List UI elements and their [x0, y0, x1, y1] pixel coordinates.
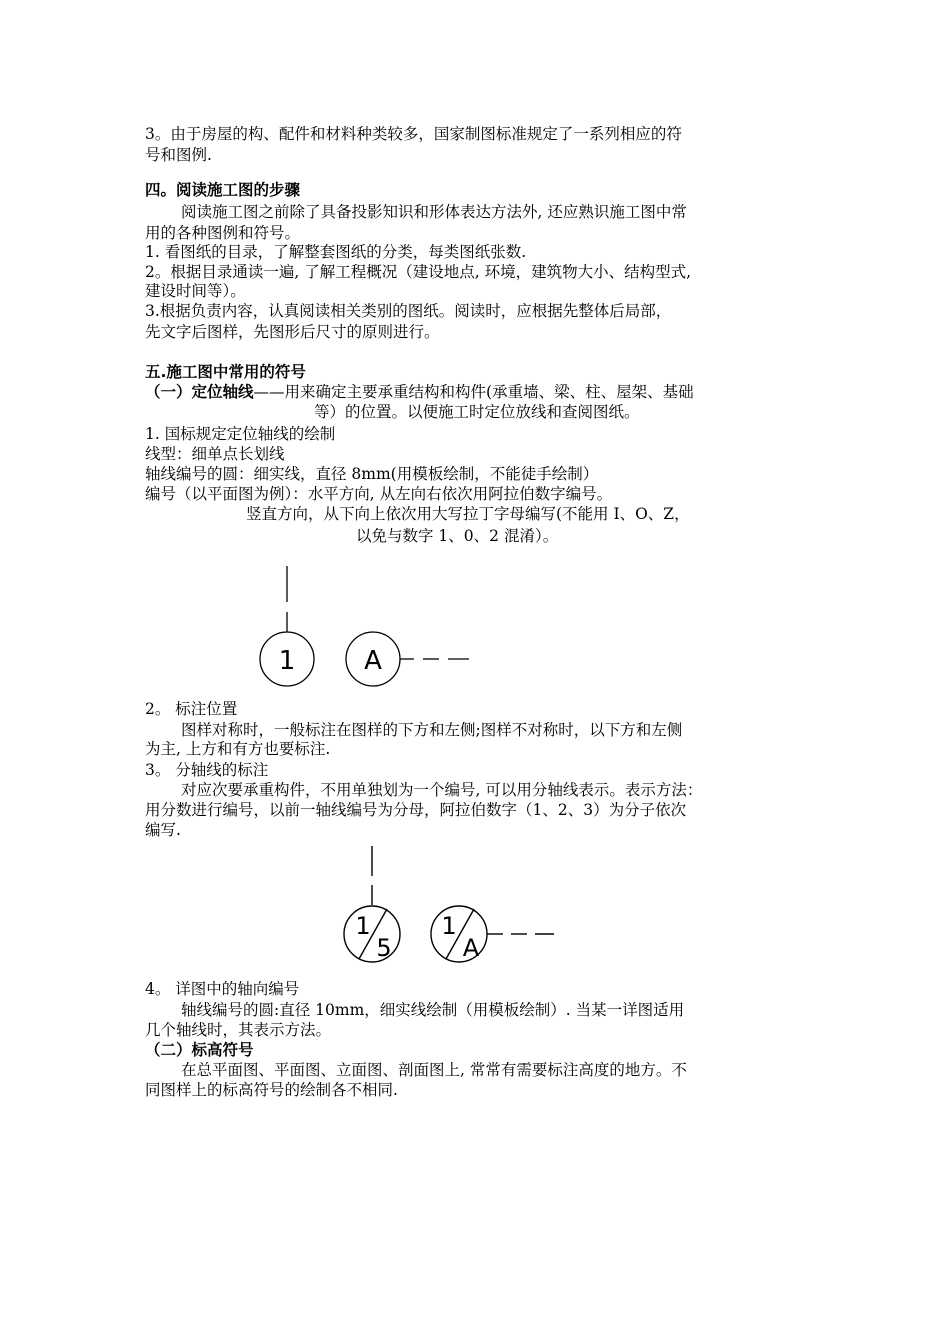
- item-3-title: 3。 分轴线的标注: [145, 761, 269, 779]
- section-4-step1: 1. 看图纸的目录，了解整套图纸的分类，每类图纸张数.: [145, 243, 527, 261]
- section-4-step2-line2: 建设时间等）。: [145, 282, 246, 300]
- paragraph-3-line2: 号和图例.: [145, 146, 212, 164]
- paragraph-3-line1: 3。由于房屋的构、配件和材料种类较多，国家制图标准规定了一系列相应的符: [145, 125, 682, 143]
- item-1-linetype: 线型：细单点长划线: [145, 445, 285, 463]
- item-4-line2: 几个轴线时，其表示方法。: [145, 1021, 332, 1039]
- item-1-vertical: 竖直方向，从下向上依次用大写拉丁字母编写(不能用 I、O、Z，: [246, 505, 690, 523]
- section-4-step3-line2: 先文字后图样，先图形后尺寸的原则进行。: [145, 323, 440, 341]
- subsection-1-line1: [145, 382, 694, 402]
- section-4-step3-line1: 3.根据负责内容，认真阅读相关类别的图纸。阅读时，应根据先整体后局部，: [145, 302, 672, 320]
- sub-axis-denominator-a: A: [462, 934, 480, 962]
- item-4-line1: 轴线编号的圆:直径 10mm，细实线绘制（用模板绘制）. 当某一详图适用: [181, 1001, 685, 1019]
- subsection-2-line1: 在总平面图、平面图、立面图、剖面图上, 常常有需要标注高度的地方。不: [181, 1061, 687, 1079]
- item-2-line2: 为主, 上方和有方也要标注.: [145, 740, 331, 758]
- section-4-intro-line1: 阅读施工图之前除了具备投影知识和形体表达方法外, 还应熟识施工图中常: [181, 203, 687, 221]
- axis-number-figure: [250, 560, 482, 695]
- subsection-1-label: （一）定位轴线: [145, 383, 254, 401]
- item-4-title: 4。 详图中的轴向编号: [145, 980, 300, 998]
- item-1-circle: 轴线编号的圆：细实线，直径 8mm(用模板绘制，不能徒手绘制）: [145, 465, 599, 483]
- section-4-step2-line1: 2。根据目录通读一遍, 了解工程概况（建设地点, 环境，建筑物大小、结构型式,: [145, 263, 691, 281]
- subsection-2-line2: 同图样上的标高符号的绘制各不相同.: [145, 1081, 398, 1099]
- sub-axis-figure: [335, 838, 570, 978]
- item-3-line3: 编写.: [145, 821, 181, 839]
- sub-axis-denominator-5: 5: [376, 934, 392, 962]
- subsection-1-line2: 等）的位置。以便施工时定位放线和查阅图纸。: [314, 403, 640, 421]
- section-5-heading: 五.施工图中常用的符号: [145, 363, 306, 381]
- item-1-vertical-note: 以免与数字 1、0、2 混淆）。: [356, 527, 559, 545]
- sub-axis-numerator-1: 1: [355, 912, 371, 940]
- subsection-2-heading: （二）标高符号: [145, 1041, 254, 1059]
- axis-label-1: 1: [278, 646, 296, 676]
- item-3-line1: 对应次要承重构件，不用单独划为一个编号, 可以用分轴线表示。表示方法：: [181, 781, 703, 799]
- item-2-title: 2。 标注位置: [145, 700, 238, 718]
- subsection-1-text: ——用来确定主要承重结构和构件(承重墙、梁、柱、屋架、基础: [253, 383, 694, 401]
- item-1-title: 1. 国标规定定位轴线的绘制: [145, 425, 336, 443]
- item-3-line2: 用分数进行编号，以前一轴线编号为分母，阿拉伯数字（1、2、3）为分子依次: [145, 801, 687, 819]
- axis-label-a: A: [364, 646, 382, 676]
- sub-axis-numerator-1b: 1: [441, 912, 457, 940]
- item-2-line1: 图样对称时，一般标注在图样的下方和左侧;图样不对称时，以下方和左侧: [181, 721, 683, 739]
- item-1-numbering: 编号（以平面图为例）：水平方向, 从左向右依次用阿拉伯数字编号。: [145, 485, 613, 503]
- section-4-heading: 四。阅读施工图的步骤: [145, 181, 301, 199]
- section-4-intro-line2: 用的各种图例和符号。: [145, 224, 301, 242]
